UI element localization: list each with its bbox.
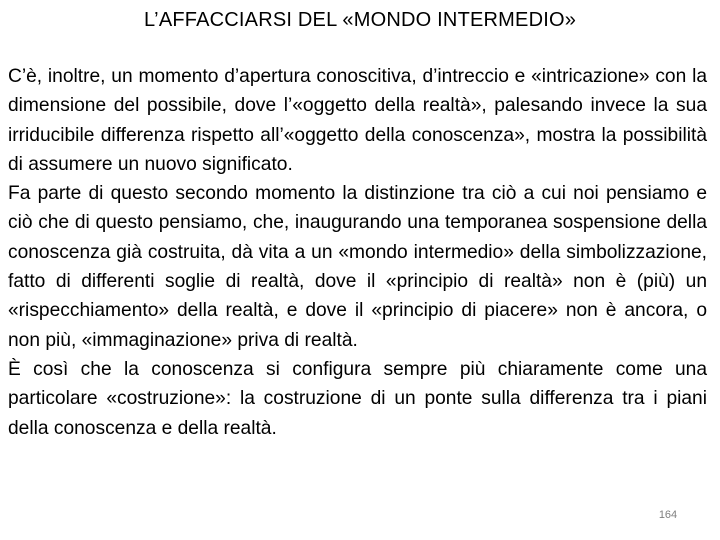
slide-body [8,62,707,443]
page-number: 164 [658,509,678,521]
slide-title: L’AFFACCIARSI DEL «MONDO INTERMEDIO» [143,9,577,31]
paragraph-1: C’è, inoltre, un momento d’apertura conoscitiva, d’intreccio e «intricazione» con la dimensione del possibile, dove l’«oggetto della realtà», palesando invece la sua irriducibile differenza rispetto all’«oggetto della conoscenza», mostra la possibilità di assumere un nuovo significato. [8,66,707,175]
paragraph-2: Fa parte di questo secondo momento la distinzione tra ciò a cui noi pensiamo e ciò che di questo pensiamo, che, inaugurando una temporanea sospensione della conoscenza già costruita, dà vita a un «mondo intermedio» della simbolizzazione, fatto di differenti soglie di realtà, dove il «principio di realtà» non è (più) un «rispecchiamento» della realtà, e dove il «principio di piacere» non è ancora, o non più, «immaginazione» priva di realtà. [8,183,707,351]
paragraph-3: È così che la conoscenza si configura sempre più chiaramente come una particolare «costruzione»: la costruzione di un ponte sulla differenza tra i piani della conoscenza e della realtà. [8,358,707,439]
